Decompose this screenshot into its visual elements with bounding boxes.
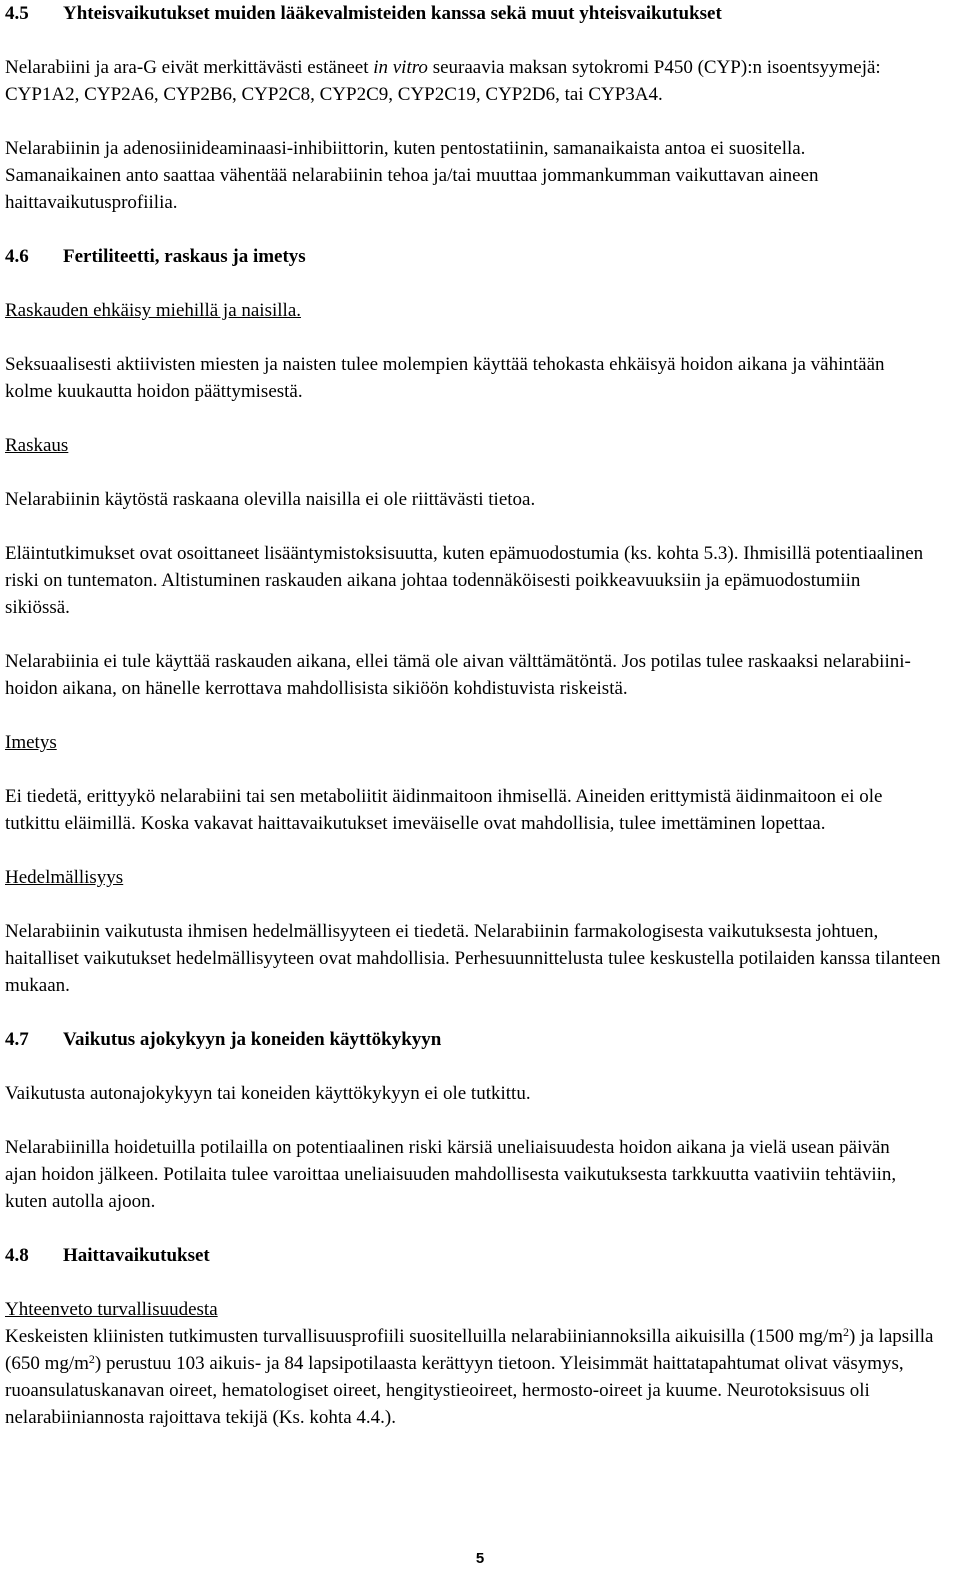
- paragraph: Nelarabiinin käytöstä raskaana olevilla naisilla ei ole riittävästi tietoa.: [5, 489, 536, 510]
- text-run: Keskeisten kliinisten tutkimusten turvallisuusprofiili suositelluilla nelarabiiniannoksilla aikuisilla (1500 mg/m: [5, 1326, 844, 1347]
- section-title: Fertiliteetti, raskaus ja imetys: [63, 246, 306, 267]
- subheading-contraception: Raskauden ehkäisy miehillä ja naisilla.: [5, 300, 302, 321]
- section-4-7-heading: [5, 1026, 955, 1053]
- paragraph: Vaikutusta autonajokykyyn tai koneiden käyttökykyyn ei ole tutkittu.: [5, 1083, 531, 1104]
- section-4-5-heading: [5, 0, 955, 27]
- italic-text: in vitro: [373, 57, 428, 78]
- paragraph: [5, 54, 935, 108]
- text-run: seuraavia maksan sytokromi P450 (CYP):n isoentsyymejä: CYP1A2, CYP2A6, CYP2B6, CYP2C8, CYP2C9, CYP2C19, CYP2D6, tai CYP3A4.: [5, 57, 881, 105]
- subheading-safety-summary: Yhteenveto turvallisuudesta: [5, 1299, 218, 1320]
- subheading-breastfeeding: Imetys: [5, 732, 57, 753]
- section-number: 4.8: [5, 1245, 29, 1266]
- section-number: 4.5: [5, 3, 29, 24]
- section-title: Yhteisvaikutukset muiden lääkevalmisteiden kanssa sekä muut yhteisvaikutukset: [63, 3, 722, 24]
- paragraph: Seksuaalisesti aktiivisten miesten ja naisten tulee molempien käyttää tehokasta ehkäisyä hoidon aikana ja vähintään kolme kuukautta hoidon päättymisestä.: [5, 354, 885, 402]
- text-run: Nelarabiini ja ara-G eivät merkittävästi estäneet: [5, 57, 374, 78]
- section-title: Haittavaikutukset: [63, 1245, 210, 1266]
- text-run: ) ja lapsilla (650 mg/m: [5, 1326, 934, 1374]
- paragraph: Ei tiedetä, erittyykö nelarabiini tai sen metaboliitit äidinmaitoon ihmisellä. Aineiden erittymistä äidinmaitoon ei ole tutkittu eläimillä. Koska vakavat haittavaikutukset imeväiselle ovat mahdollisia, tulee imettäminen lopettaa.: [5, 786, 883, 834]
- text-run: ) perustuu 103 aikuis- ja 84 lapsipotilaasta kerättyyn tietoon. Yleisimmät haittatapahtumat olivat väsymys, ruoansulatuskanavan oireet, hematologiset oireet, hengitystieoireet, hermosto-oireet ja kuume. Neurotoksisuus oli nelarabiiniannosta rajoittava tekijä (Ks. kohta 4.4.).: [5, 1353, 904, 1428]
- section-4-6-heading: [5, 243, 955, 270]
- paragraph: Nelarabiinia ei tule käyttää raskauden aikana, ellei tämä ole aivan välttämätöntä. Jos potilas tulee raskaaksi nelarabiini-hoidon aikana, on hänelle kerrottava mahdollisista sikiöön kohdistuvista riskeistä.: [5, 651, 911, 699]
- section-4-8-heading: [5, 1242, 955, 1269]
- superscript: 2: [843, 1325, 850, 1339]
- paragraph: Eläintutkimukset ovat osoittaneet lisääntymistoksisuutta, kuten epämuodostumia (ks. kohta 5.3). Ihmisillä potentiaalinen riski on tuntematon. Altistuminen raskauden aikana johtaa todennäköisesti poikkeavuuksiin ja epämuodostumiin sikiössä.: [5, 543, 924, 618]
- superscript: 2: [88, 1352, 95, 1366]
- subheading-fertility: Hedelmällisyys: [5, 867, 124, 888]
- paragraph: [5, 1323, 935, 1431]
- paragraph: Nelarabiinin ja adenosiinideaminaasi-inhibiittorin, kuten pentostatiinin, samanaikaista antoa ei suositella. Samanaikainen anto saattaa vähentää nelarabiinin tehoa ja/tai muuttaa jommankumman vaikuttavan aineen haittavaikutusprofiilia.: [5, 138, 819, 213]
- document-page: [5, 0, 955, 1431]
- paragraph: Nelarabiinilla hoidetuilla potilailla on potentiaalinen riski kärsiä uneliaisuudesta hoidon aikana ja vielä usean päivän ajan hoidon jälkeen. Potilaita tulee varoittaa uneliaisuuden mahdollisesta vaikutuksesta tarkkuutta vaativiin tehtäviin, kuten autolla ajoon.: [5, 1137, 897, 1212]
- section-title: Vaikutus ajokykyyn ja koneiden käyttökykyyn: [63, 1029, 442, 1050]
- section-number: 4.7: [5, 1029, 29, 1050]
- paragraph: Nelarabiinin vaikutusta ihmisen hedelmällisyyteen ei tiedetä. Nelarabiinin farmakologisesta vaikutuksesta johtuen, haitalliset vaikutukset hedelmällisyyteen ovat mahdollisia. Perhesuunnittelusta tulee keskustella potilaiden kanssa tilanteen mukaan.: [5, 921, 941, 996]
- page-number: 5: [475, 1550, 485, 1567]
- section-number: 4.6: [5, 246, 29, 267]
- subheading-pregnancy: Raskaus: [5, 435, 69, 456]
